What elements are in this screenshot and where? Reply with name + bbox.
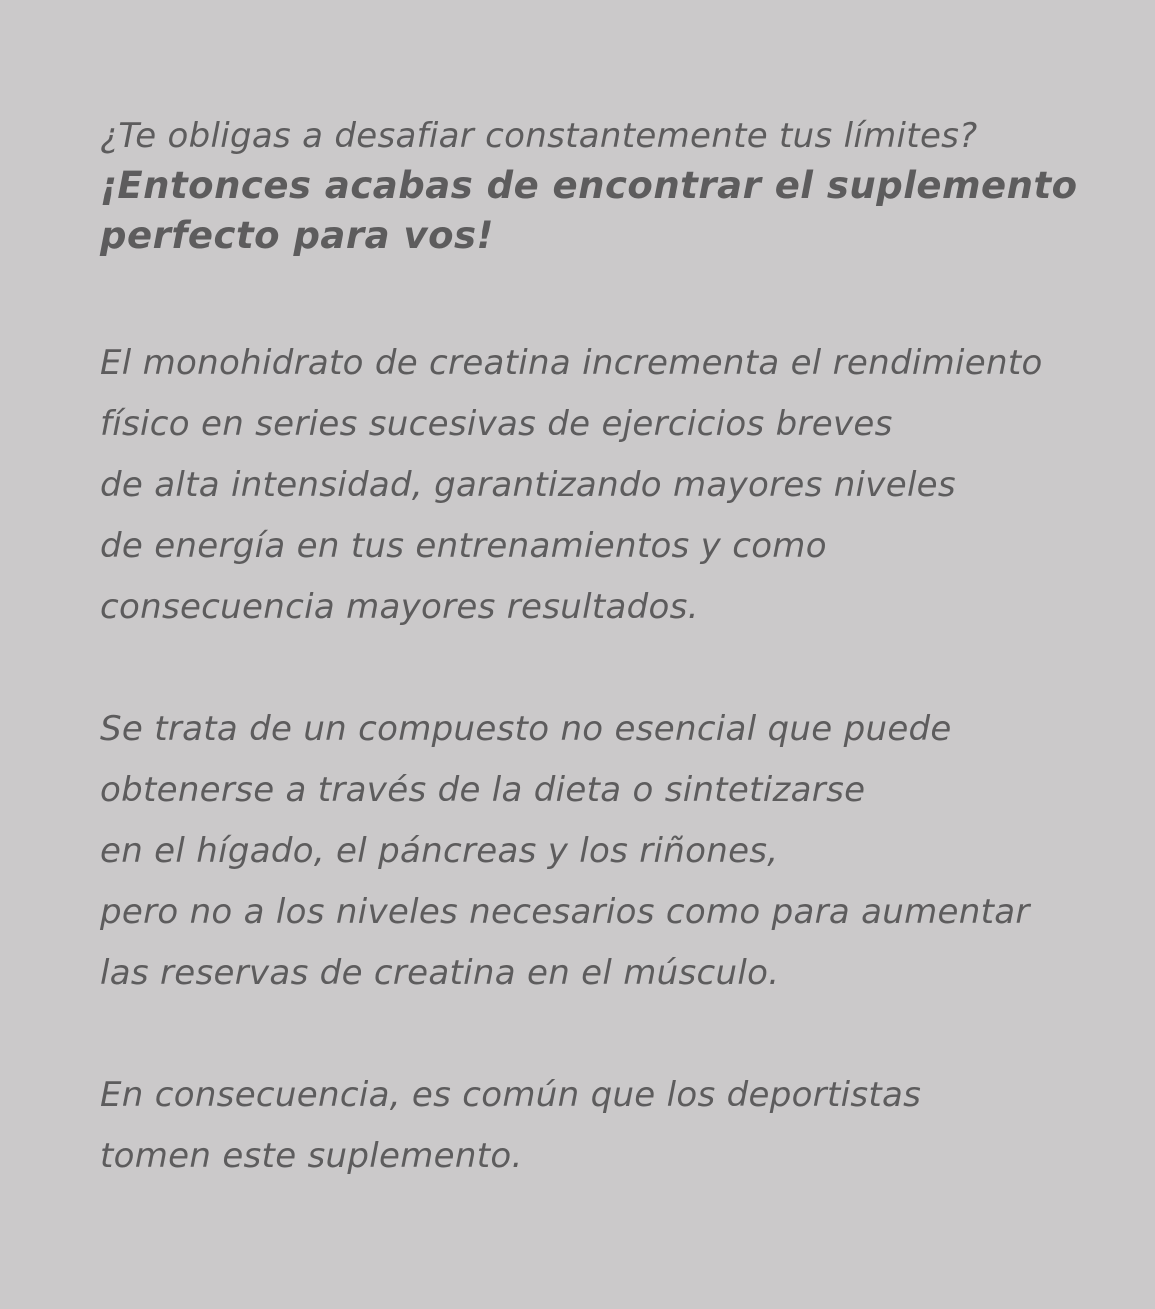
paragraph-line: consecuencia mayores resultados.: [100, 587, 699, 627]
paragraph-line: En consecuencia, es común que los deportistas: [100, 1075, 922, 1115]
paragraph-line: El monohidrato de creatina incrementa el rendimiento: [100, 343, 1043, 383]
paragraph-line: tomen este suplemento.: [100, 1136, 523, 1176]
paragraph-line: pero no a los niveles necesarios como para aumentar: [100, 892, 1030, 932]
paragraph-line: las reservas de creatina en el músculo.: [100, 953, 780, 993]
paragraph-line: Se trata de un compuesto no esencial que puede: [100, 709, 952, 749]
product-description: [100, 111, 1140, 1187]
intro-question: ¿Te obligas a desafiar constantemente tus límites?: [100, 116, 978, 156]
paragraph-line: físico en series sucesivas de ejercicios breves: [100, 404, 893, 444]
paragraph-line: obtenerse a través de la dieta o sintetizarse: [100, 770, 866, 810]
headline-line: perfecto para vos!: [100, 214, 494, 257]
paragraph-line: de alta intensidad, garantizando mayores niveles: [100, 465, 956, 505]
paragraph-conclusion: [100, 1065, 1140, 1187]
paragraph-line: de energía en tus entrenamientos y como: [100, 526, 827, 566]
paragraph-line: en el hígado, el páncreas y los riñones,: [100, 831, 779, 871]
paragraph-creatine-performance: [100, 333, 1140, 638]
headline-line: ¡Entonces acabas de encontrar el suplemento: [100, 164, 1078, 207]
intro-headline: [100, 161, 1140, 261]
paragraph-creatine-synthesis: [100, 699, 1140, 1004]
